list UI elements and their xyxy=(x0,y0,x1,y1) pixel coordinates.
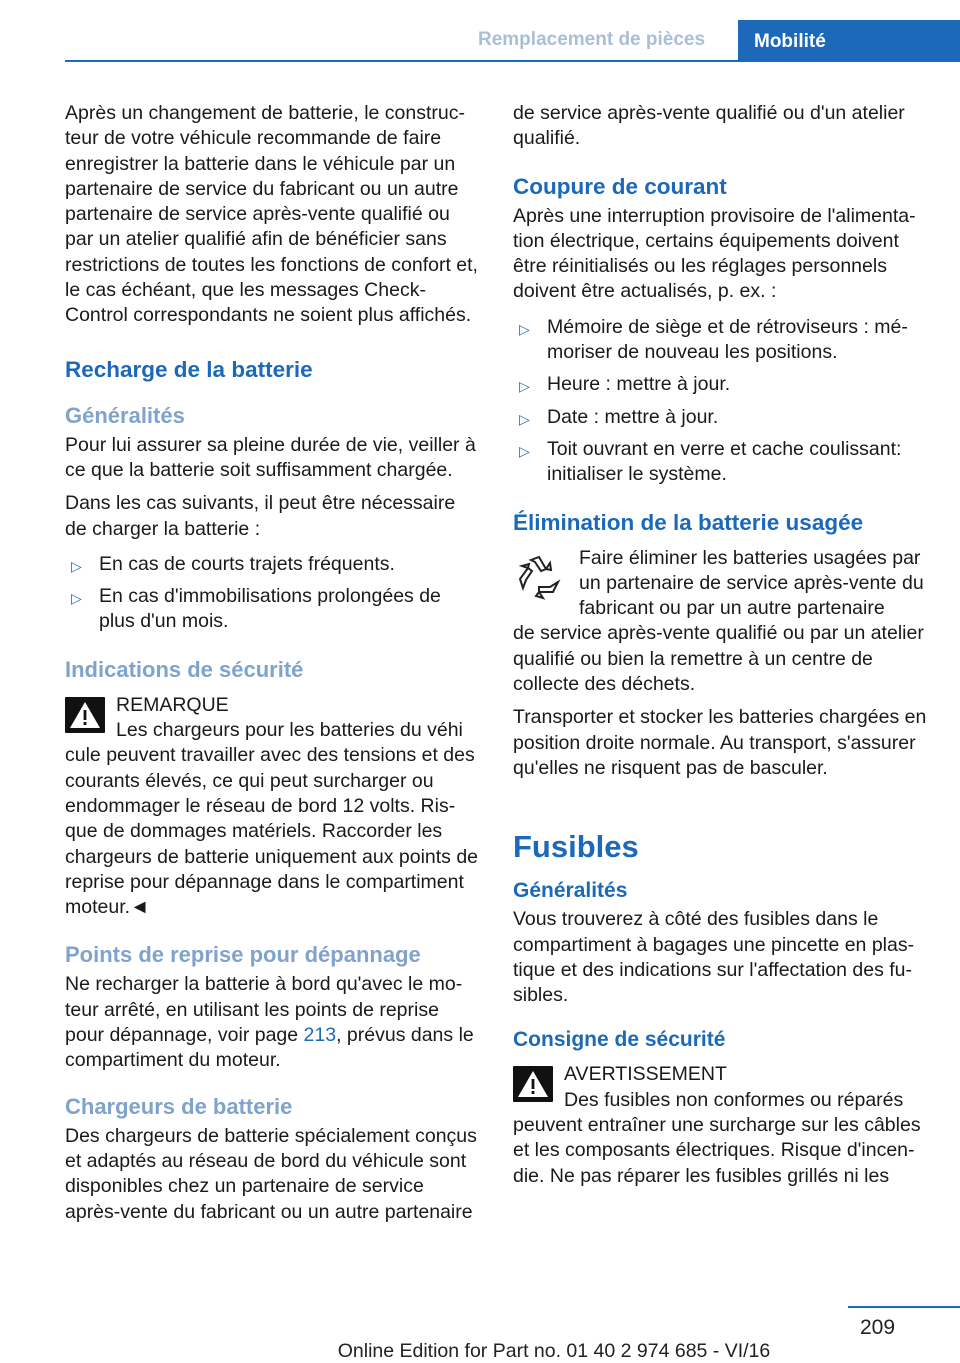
paragraph-fusibles-generalites: Vous trouverez à côté des fusibles dans le compartiment à bagages une pincette en plastique et des indications sur l'affectation des fusibles. xyxy=(513,908,915,1007)
bullet-triangle-icon: ▷ xyxy=(519,410,530,427)
warning-triangle-icon xyxy=(65,697,105,733)
header-rule xyxy=(65,60,738,62)
list-item: ▷ En cas de courts trajets fréquents. xyxy=(65,552,480,577)
heading-generalites: Généralités xyxy=(65,402,185,428)
recycle-icon xyxy=(513,552,565,604)
list-item: ▷ En cas d'immobilisations prolongées de plus d'un mois. xyxy=(71,585,441,633)
page-header xyxy=(0,0,960,62)
footer-rule xyxy=(848,1306,960,1308)
bullet-triangle-icon: ▷ xyxy=(519,378,530,395)
paragraph-chargeurs: Des chargeurs de batterie spécialement conçus et adaptés au réseau de bord du véhicule sont disponibles chez un partenaire de service après-vente du fabricant ou un autre partenaire xyxy=(65,1124,477,1223)
heading-chargeurs: Chargeurs de batterie xyxy=(65,1093,293,1119)
paragraph-continuation: de service après-vente qualifié ou d'un atelier qualifié. xyxy=(513,102,905,150)
paragraph-points-reprise: Ne recharger la batterie à bord qu'avec le moteur arrêté, en utilisant les points de reprise pour dépannage, voir page 213, prévus dans le compartiment du moteur. xyxy=(65,973,474,1072)
heading-fusibles-generalites: Généralités xyxy=(513,879,628,903)
recycling-first-lines: Faire éliminer les batteries usagées par un partenaire de service après-vente du fabricant ou par un autre partenaire xyxy=(579,546,924,620)
warning-note xyxy=(65,693,480,921)
warning-label: AVERTISSEMENT xyxy=(564,1063,727,1086)
warning-fuses xyxy=(513,1062,933,1188)
recycling-note xyxy=(513,546,933,698)
list-item: ▷ Mémoire de siège et de rétroviseurs : mémoriser de nouveau les positions. xyxy=(519,315,908,364)
list-coupure xyxy=(513,315,933,488)
intro-paragraph: Après un changement de batterie, le constructeur de votre véhicule recommande de faire enregistrer la batterie dans le véhicule par un partenaire de service du fabricant ou un autre partenaire de service après-vente qualifié ou par un atelier qualifié afin de bénéficier sans restrictions de toutes les fonctions de confort et, le cas échéant, que les messages Check-Control correspondants ne soient plus affichés. xyxy=(65,102,478,327)
bullet-triangle-icon: ▷ xyxy=(519,442,530,459)
edition-footer: Online Edition for Part no. 01 40 2 974 685 - VI/16 xyxy=(337,1340,771,1362)
header-section-title: Remplacement de pièces xyxy=(478,29,706,50)
heading-coupure: Coupure de courant xyxy=(513,173,727,199)
bullet-triangle-icon: ▷ xyxy=(71,590,82,607)
heading-elimination: Élimination de la batterie usagée xyxy=(513,509,864,535)
warning-body: peuvent entraîner une surcharge sur les câbles et les composants électriques. Risque d'incendie. Ne pas réparer les fusibles grillés ni les xyxy=(513,1114,921,1187)
heading-recharge: Recharge de la batterie xyxy=(65,356,313,382)
paragraph-cas: Dans les cas suivants, il peut être nécessaire de charger la batterie : xyxy=(65,492,456,540)
list-recharge xyxy=(65,552,480,635)
recycling-body: de service après-vente qualifié ou par un atelier qualifié ou bien la remettre à un centre de collecte des déchets. xyxy=(513,622,924,696)
warning-body: cule peuvent travailler avec des tensions et des courants élevés, ce qui peut surcharger ou endommager le réseau de bord 12 volts. Risque de dommages matériels. Raccorder les chargeurs de batterie uniquement aux points de reprise pour dépannage dans le compartiment moteur.◄ xyxy=(65,744,479,919)
bullet-triangle-icon: ▷ xyxy=(519,320,530,337)
heading-fusibles: Fusibles xyxy=(513,829,639,865)
page-link[interactable]: 213 xyxy=(303,1024,337,1047)
page-number: 209 xyxy=(860,1316,896,1339)
header-chapter-tab: Mobilité xyxy=(738,20,960,62)
warning-first-line: Des fusibles non conformes ou réparés xyxy=(564,1088,904,1111)
warning-triangle-icon xyxy=(513,1066,553,1102)
left-column xyxy=(65,101,480,1233)
heading-consigne: Consigne de sécurité xyxy=(513,1028,726,1052)
heading-points-reprise: Points de reprise pour dépannage xyxy=(65,942,421,968)
warning-first-line: Les chargeurs pour les batteries du véhi xyxy=(116,719,463,742)
paragraph-generalites: Pour lui assurer sa pleine durée de vie, veiller à ce que la batterie soit suffisamment chargée. xyxy=(65,433,476,481)
list-item: ▷ Heure : mettre à jour. xyxy=(513,372,933,397)
right-column xyxy=(513,101,933,1189)
paragraph-coupure: Après une interruption provisoire de l'alimentation électrique, certains équipements doivent être réinitialisés ou les réglages personnels doivent être actualisés, p. ex. : xyxy=(513,204,916,303)
list-item: ▷ Date : mettre à jour. xyxy=(513,405,933,430)
list-item: ▷ Toit ouvrant en verre et cache coulissant: initialiser le système. xyxy=(519,437,902,486)
heading-securite: Indications de sécurité xyxy=(65,656,304,682)
paragraph-transport: Transporter et stocker les batteries chargées en position droite normale. Au transport, s'assurer qu'elles ne risquent pas de basculer. xyxy=(513,706,927,779)
warning-label: REMARQUE xyxy=(116,693,229,716)
bullet-triangle-icon: ▷ xyxy=(71,557,82,574)
